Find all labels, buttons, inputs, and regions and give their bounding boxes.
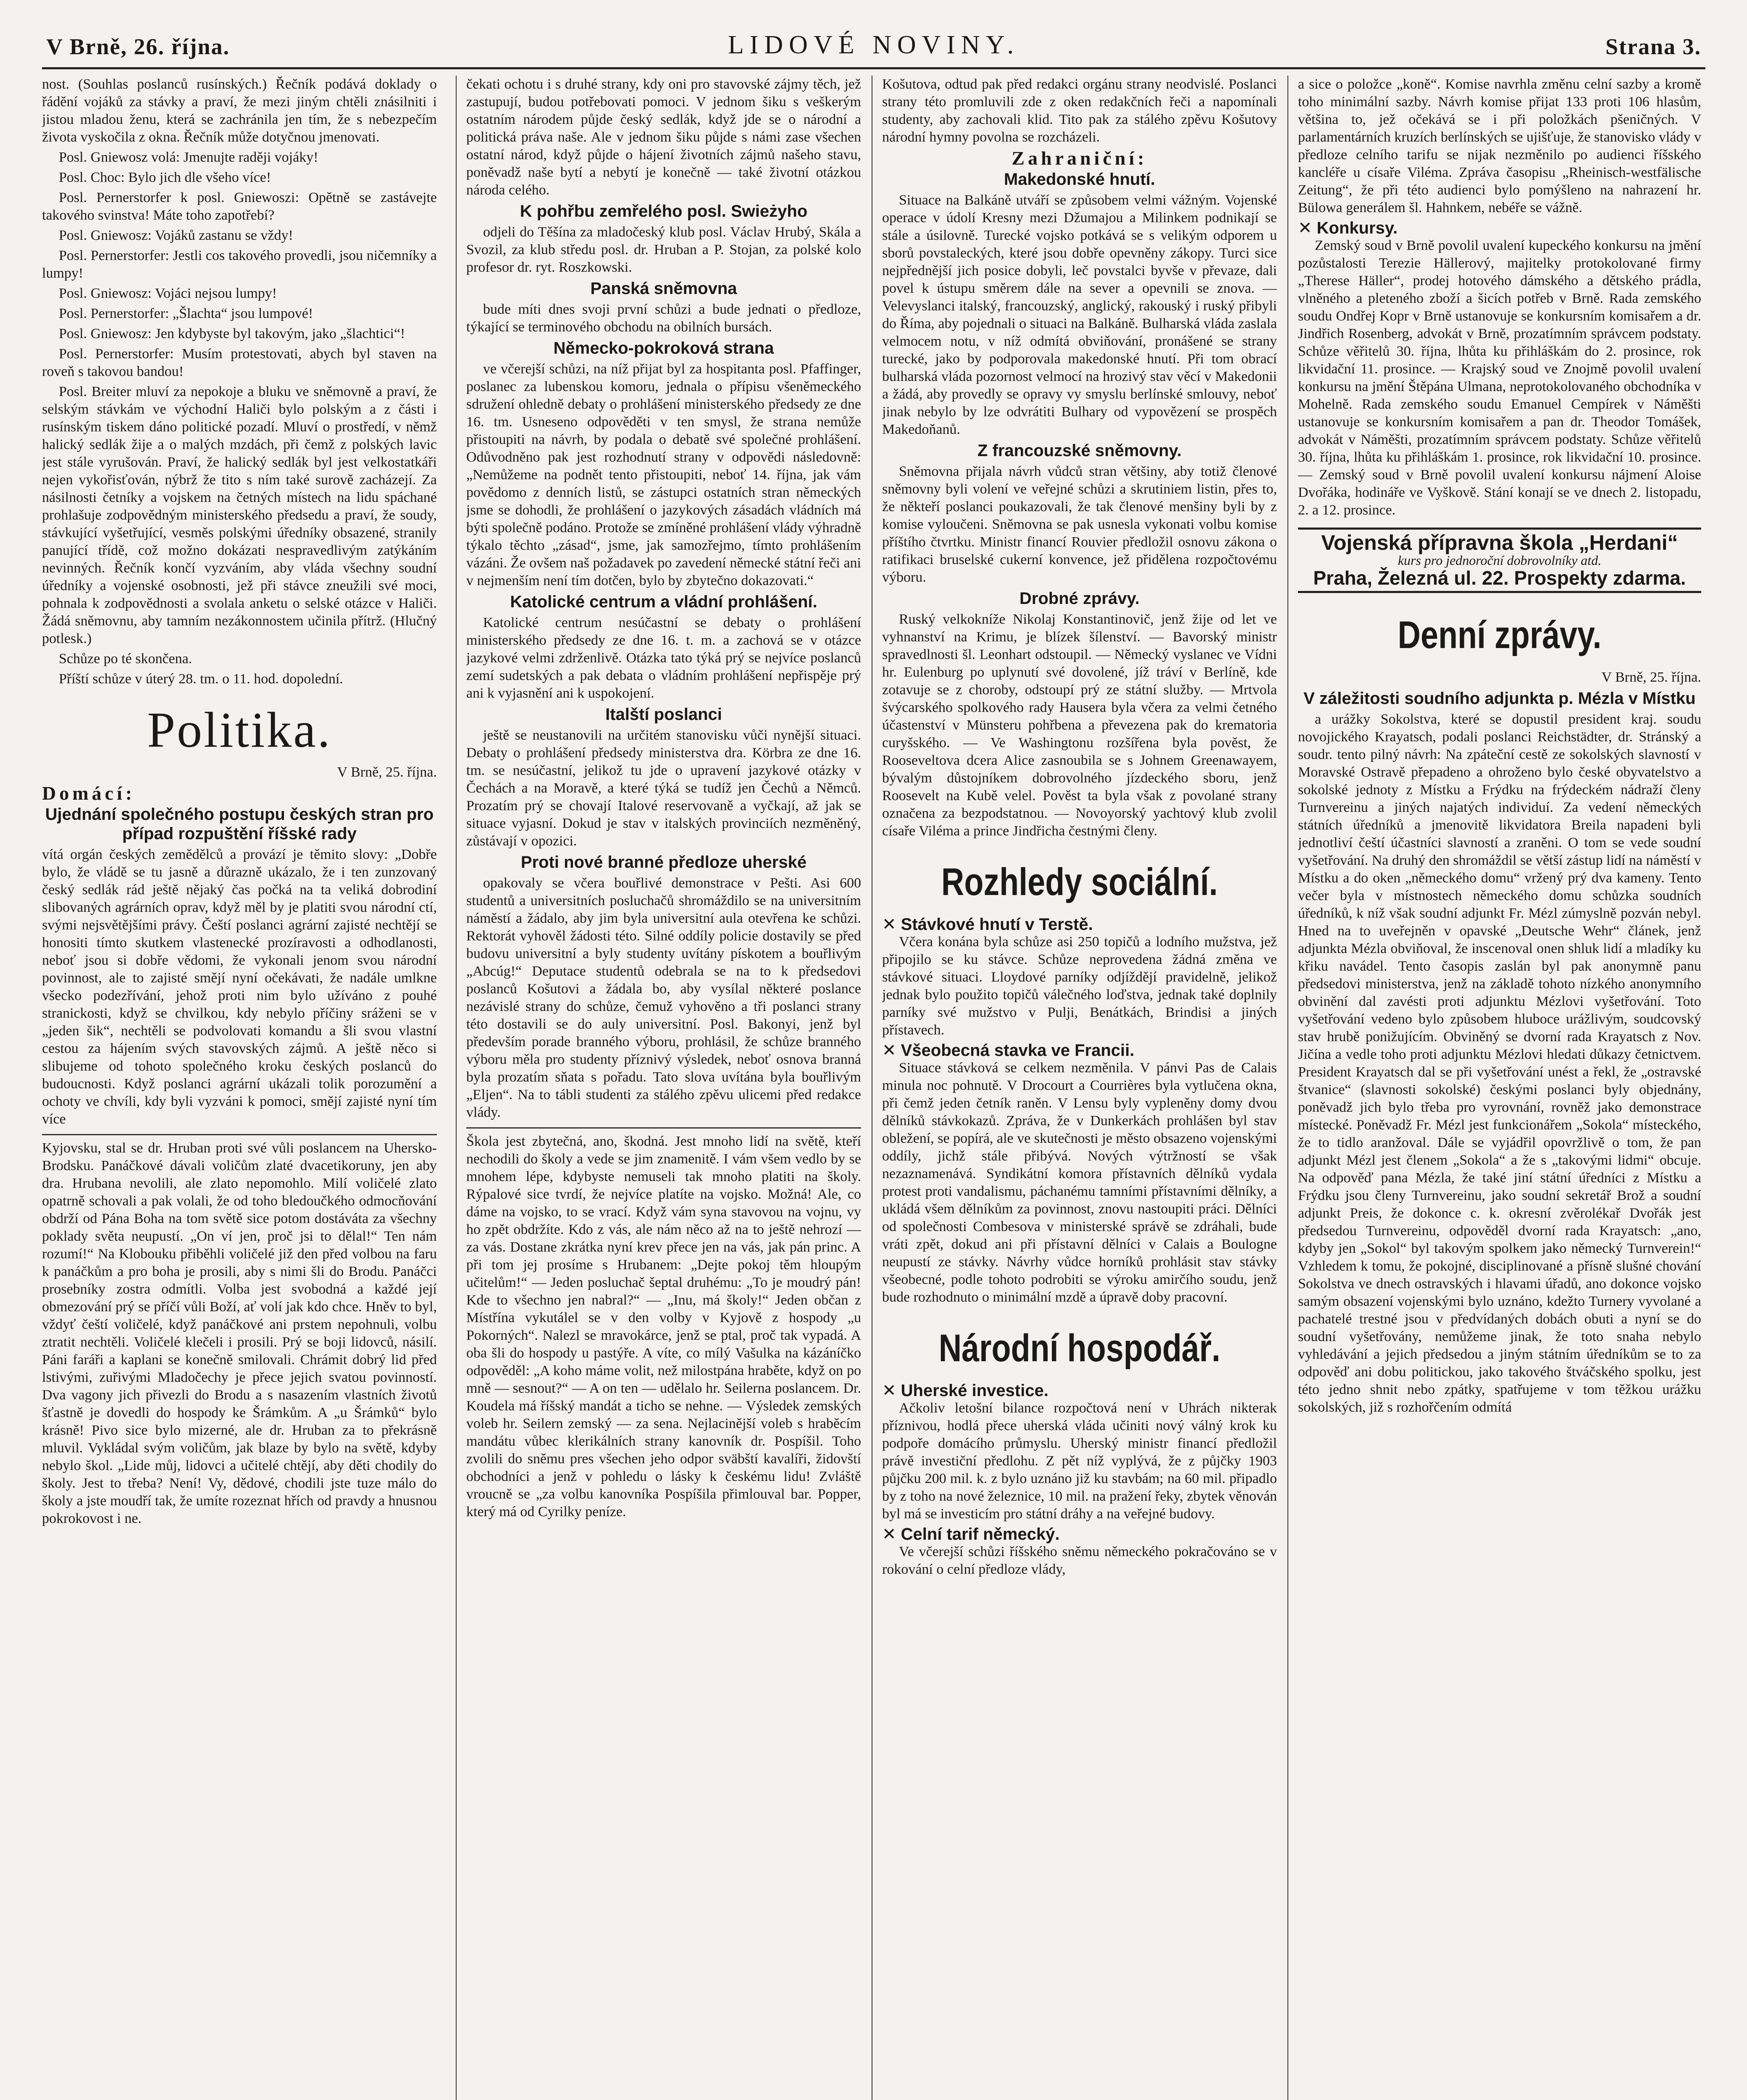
cross-icon: ✕ <box>882 1381 901 1400</box>
text-paragraph: Košutova, odtud pak před redakci orgánu strany neodvislé. Poslanci strany této promluvili zde z oken redakčních řeči a napomínali studenty, aby zachovali klid. Tito pak za stálého zpěvu Košutovy národní hymny povolna se rozcházeli. <box>882 76 1277 145</box>
headline-text: Stávkové hnutí v Terstě. <box>901 915 1093 934</box>
section-title-denni-zpravy: Denní zprávy. <box>1398 614 1602 656</box>
text-paragraph: Posl. Gniewosz: Vojáci nejsou lumpy! <box>59 286 277 301</box>
cross-icon: ✕ <box>882 1041 901 1060</box>
headline-text: Konkursy. <box>1316 219 1398 237</box>
column-1 <box>42 76 437 2100</box>
text-paragraph: Situace stávková se celkem nezměnila. V pánvi Pas de Calais minula noc pohnutě. V Drocourt a Courrières byla vytlučena okna, při čemž jeden četník raněn. V Lensu byly vypleněny domy dvou dělníků stávkokazů. Zpráva, že v Dunkerkách prohlášen byl stav obležení, se popírá, ale ve skutečnosti je město obsazeno vojenskými oddíly, jichž stále přibývá. Nových výtržností se však nezaznamenává. Syndikátní komora přístavních dělníků vydala protest proti vandalismu, páchanému tamními přístavními dělníky, a ukládá všem dělníkům za povinnost, znovu nastoupiti práci. Dělníci od společnosti Combesova v ministerské správě se zdráhali, bude vráti zpět, dokud ani při přístavní dělníci v Calais a Boulogne neupustí ze stávky. Návrhy vůdce horníků prohlásit stav stávky všeobecné, podle tohoto podrobiti se výroku amirčího soudu, jenž bude rozhodnuto o minimální mzdě a úpravě doby pracovní. <box>882 1060 1277 1305</box>
subsection-domaci: Domácí: <box>42 782 136 804</box>
feuilleton-text: Škola jest zbytečná, ano, škodná. Jest mnoho lidí na světě, kteří nechodili do školy a vede se jim znamenitě. I vám všem vedlo by se mnohem lépe, kdybyste nemuseli tak mnoho platiti na školy. Rýpalové sice tvrdí, že nejvíce platíte na vojsko. Možná! Ale, co dáme na vojsko, to se vrací. Když vám syna stavovou na vojnu, vy ho zpět obdržíte. Kdo z vás, ale nám něco až na to ještě nehrozí — za vás. Dostane zkrátka nyní krev přece jen na vás, jak pán princ. A při tom jej prosíme s Hrubanem: „Dejte pokoj těm hloupým učitelům!“ — Jeden posluchač šeptal druhému: „To je moudrý pán! Kde to všechno jen nabral?“ — „Inu, má školy!“ Jeden občan z Místřína vykutálel se v den volby v Kyjově z hospody „u Pokorných“. Nalezl se mravokárce, jenž se ptal, proč tak vypadá. A oba šli do hospody u pastýře. A víte, co mílý Vašulka na kázáníčko odpověděl: „A koho máme volit, než milostpána hraběte, když on po mně — sesnout?“ — A on ten — udělalo hr. Seilerna poslancem. Dr. Koudela má říšský mandát a ticho se nehne. — Výsledek zemských voleb hr. Seilern zemský — za sena. Nejlacinější voleb s hraběcím mandátu vůbec klerikálních strany kanovník dr. Pospíšil. Toho zvolili do sněmu pres všechen jeho odpor sväbští kavalíři, židovští obchodníci a jenž v pohledu o lásky k českému lidu! Zvláště vroucně se „za volbu kanovníka Pospíšila přimlouval bar. Popper, který má od Cyrilky peníze. <box>466 1134 861 1520</box>
cross-icon: ✕ <box>882 1525 901 1544</box>
text-paragraph: Posl. Gniewosz volá: Jmenujte raději vojáky! <box>59 150 318 165</box>
article-headline: Panská sněmovna <box>590 279 737 298</box>
text-paragraph: Posl. Pernerstorfer: Jestli cos takového provedli, jsou ničemníky a lumpy! <box>42 248 437 281</box>
text-paragraph: Posl. Breiter mluví za nepokoje a bluku ve sněmovně a praví, že selským stávkám ve východní Haliči bylo polským a z části i rusínským tiskem dáno politické pozadí. Mluví o prostředí, v němž halický sedlák žije a o malých mzdách, při čemž z polských lavic jest stále vyrušován. Praví, že halický sedlák byl jest velkostatkáři nejen vykořisťován, nýbrž že tito s ním také surově zacházejí. Za násilnosti četníky a vojskem na četných místech na lidu spáchané prohlašuje zodpovědným ministerského předsedu a praví, že soudy, stávkující vyšetřující, vesměs polskými úředníky obsazené, stranily panující třídě, což možno dokázati nespravedlivým zatýkáním nevinných. Řečník končí vyzváním, aby vláda všechny soudní úředníky a vojenské osobnosti, jež při stávce zneužili své moci, pohnala k zodpovědnosti a svolala anketu o selské otázce v Haliči. Žádá sněmovnu, aby tamním nezákonnostem učinila přítrž. (Hlučný potlesk.) <box>42 384 437 646</box>
article-headline <box>882 1382 1277 1399</box>
article-headline: Makedonské hnutí. <box>1004 170 1156 189</box>
text-paragraph: Katolické centrum nesúčastní se debaty o prohlášení ministerského předsedy ze dne 16. t. m. a zachová se v otázce jazykové velmi zdrženlivě. Otázka tato týká prý se nejvíce poslanců zemí sudetských a pak debata o vládním prohlášení nepřispěje prý ani k vyjasnění ani k uspokojení. <box>466 615 861 701</box>
text-paragraph: Situace na Balkáně utváří se způsobem velmi vážným. Vojenské operace v údolí Kresny mezi Džumajou a Milinkem podnikají se stále a úsilovně. Turecké vojsko potkává se s velikým odporem u sborů povstaleckých, které jsou dobře opevněny zákopy. Turci sice nejpřednější jich posice dobyli, leč povstalci byvše v převaze, dali povel k ústupu směrem dále na sever a opevnili se znova. — Velevyslanci italský, francouzský, anglický, rakouský i ruský přibyli do Říma, aby pojednali o situaci na Balkáně. Bulharská vláda zaslala velmocem notu, v níž odmítá obviňování, pronášené se strany turecké, jako by podporovala makedonské hnutí. Při tom obrací bulharská vláda pozornost velmocí na hrozivý stav věcí v Makedonii a žádá, aby provedly se opravy vy smyslu berlínské smlouvy, neboť jinak nebylo by lze odvrátiti Bulhary od vypovězení se prospěch Makedoňanů. <box>882 192 1277 437</box>
article-headline: Z francouzské sněmovny. <box>977 441 1182 460</box>
text-paragraph: a sice o položce „koně“. Komise navrhla změnu celní sazby a kromě toho minimální sazby. Návrh komise přijat 133 proti 106 hlasům, většina to, jež očekává se i při položkách pšeničných. V parlamentárních kruzích berlínských se ujišťuje, že stanovisko vlády v předloze celního tarifu se nijak nezměnilo po audienci říšského kancléře u císaře Viléma. Zpráva časopisu „Rheinisch-westfälische Zeitung“, že při této audienci bylo pomýšleno na nahrazení hr. Bülowa generálem šl. Hahnkem, nebéře se vážně. <box>1298 76 1701 215</box>
headline-text: Všeobecná stavka ve Francii. <box>901 1041 1135 1060</box>
text-paragraph: ve včerejší schůzi, na níž přijat byl za hospitanta posl. Pfaffinger, poslanec za lubenskou komoru, jednala o přípisu všeněmeckého sdružení ohledně debaty o prohlášení ministerského předsedy ze dne 16. tm. Usneseno odpověděti v ten smysl, že strana nemůže přistoupiti na návrh, by podala o debatě své společné prohlášení. Odůvodněno pak jest rozhodnutí strany v odpovědi následovně: „Nemůžeme na podnět tento přistoupiti, neboť 14. října, jak vám povědomo z denních listů, se zástupci ostatních stran německých jsme se dohodli, že prohlášení o jazykových zásadách vládních má býti společně podáno. Protože se zmíněné prohlášení vlády výhradně týkalo těchto „zásad“, jsme, jak samozřejmo, tímto prohlášením vázáni. Že ovšem naš požadavek po zavedení německé státní řeči ani v nejmenším není tím dotčen, bylo by zbytečno dokazovati.“ <box>466 361 861 588</box>
article-headline: Proti nové branné předloze uherské <box>520 853 807 872</box>
section-title-politika: Politika. <box>147 702 332 758</box>
text-paragraph: Posl. Pernerstorfer k posl. Gniewoszi: Opětně se zastávejte takového svinstva! Máte toho zapotřebí? <box>42 190 437 223</box>
article-headline <box>1298 219 1701 237</box>
text-paragraph: Posl. Pernerstorfer: „Šlachta“ jsou lumpové! <box>59 306 313 321</box>
article-headline: Katolické centrum a vládní prohlášení. <box>510 593 817 611</box>
ad-title: Vojenská přípravna škola „Herdani“ <box>1321 531 1678 554</box>
article-headline: Drobné zprávy. <box>1019 589 1140 608</box>
section-title-rozhledy: Rozhledy sociální. <box>941 861 1218 903</box>
headline-text: Celní tarif německý. <box>901 1525 1060 1544</box>
text-paragraph: Posl. Pernerstorfer: Musím protestovati, abych byl staven na roveň s takovou bandou! <box>42 346 437 379</box>
article-headline <box>882 916 1277 933</box>
column-3 <box>882 76 1277 2100</box>
page-number: Strana 3. <box>1605 34 1701 59</box>
subsection-zahranicni: Zahraniční: <box>1011 147 1148 169</box>
column-rule <box>1287 76 1288 2100</box>
cross-icon: ✕ <box>1298 219 1317 237</box>
newspaper-title: LIDOVÉ NOVINY. <box>728 31 1020 59</box>
text-paragraph: Posl. Gniewosz: Jen kdybyste byl takovým, jako „šlachtici“! <box>59 326 405 341</box>
text-paragraph: Sněmovna přijala návrh vůdců stran většiny, aby totiž členové sněmovny byli volení ve veřejné schůzi a skrutiniem listin, přes to, že někteří poslanci poukazovali, že tak členové menšiny byli by z komise vyloučeni. Sněmovna se pak usnesla vykonati volbu komise příštího čtvrtku. Ministr financí Rouvier předložil osnovu zákona o ratifikaci bruselské cukerní konvence, jež přidělena rozpočtovému výboru. <box>882 464 1277 585</box>
article-headline: V záležitosti soudního adjunkta p. Mézla v Místku <box>1303 689 1696 708</box>
text-paragraph: opakovaly se včera bouřlivé demonstrace v Pešti. Asi 600 studentů a universitních posluchačů shromáždilo se na universitním náměstí a žádalo, aby jim byla universitní aula otevřena ke schůzi. Rektorát vyhověl žádosti této. Silné oddíly policie dostavily se před budovu universitní a byly studenty uvítány pískotem a bouřlivým „Abcúg!“ Deputace studentů odebrala se na to k předsedovi poslanců Košutovi a žádala bo, aby vysílal některé poslance nezávislé strany do schůze, čemuž vyhověno a tři poslanci strany této dostavili se do auly universitní. Posl. Bakonyi, jenž byl především porade branného výboru, prohlásil, že schůze branného výboru měla pro studenty příznivý výsledek, neboť osnova branná byla prozatím sňata s pořadu. Tato slova uvítána byla bouřlivým „Eljen“. Na to tábli studenti za stálého zpěvu ulicemi před redakce vlády. <box>466 875 861 1120</box>
text-paragraph: bude míti dnes svoji první schůzi a bude jednati o předloze, týkající se terminového obchodu na obilních bursách. <box>466 302 861 335</box>
column-4 <box>1298 76 1701 2100</box>
text-paragraph: odjeli do Těšína za mladočeský klub posl. Václav Hrubý, Skála a Svozil, za klub středu posl. dr. Hruban a P. Stojan, za polské kolo profesor dr. ryt. Roszkowski. <box>466 224 861 275</box>
text-paragraph: čekati ochotu i s druhé strany, kdy oni pro stavovské zájmy těch, jež zastupují, budou potřebovati pomoci. V jednom šiku s veškerým ostatním národem půjde český sedlák, když jde se o národní a politická práva naše. Ale v jednom šiku půjde s námi zase všechen ostatní národ, když půjde o hájení životních zájmů našeho stavu, poněvadž naše bytí a nebytí je konečně — také životní otázkou národa celého. <box>466 76 861 198</box>
column-2 <box>466 76 861 2100</box>
issue-date: V Brně, 26. října. <box>46 34 230 59</box>
article-body: vítá orgán českých zemědělců a provází je těmito slovy: „Dobře bylo, že vládě se tu jasně a důrazně ukázalo, že i ten zunzovaný český sedlák rád ještě nějaký čas počká na ta veliká dobrodiní slibovaných agrárních oprav, když měl by je platiti svou národní ctí, svými nejsvětějšími právy. Čeští poslanci agrární zajisté nechtějí se honositi tímto skutkem vlastenecké prozíravosti a odhodlanosti, neboť jsou si dobře vědomi, že vykonali jenom svou národní povinnost, ale to zajisté smějí nyní očekávati, že nadále umlkne všecko podezřívání, jehož proti nim bylo užíváno z pouhé stranickosti, když se chvilkou, kdy nebylo příčiny sráženi se v „jeden šik“, nechtěli se podvolovati komandu a šli svou vlastní cestou za hájením svých stavovských zájmů. A ještě něco si slibujeme od tohoto společného kroku českých poslanců do budoucnosti. Když poslanci agrární ukázali tolik porozumění a ochoty ve chvíli, kdy byli vyzváni k pomoci, smějí zajisté nyní tím více <box>42 847 437 1127</box>
article-headline <box>882 1525 1277 1543</box>
column-rule <box>456 76 457 2100</box>
headline-text: Uherské investice. <box>901 1381 1048 1400</box>
text-paragraph: a urážky Sokolstva, které se dopustil president kraj. soudu novojického Krayatsch, podali poslanci Reichstädter, dr. Stránský a soudr. tento pilný návrh: Na zpáteční cestě ze sokolských slavností v Moravské Ostravě přepadeno a ohroženo bylo české obyvatelstvo a sokolské jednoty z Místku a Frýdku na frýdeckém nádraží členy Turnvereinu a jiných najatých individuí. Za vedení německých státních úředníků a jmenovitě likvidatora Breila napadeni byli jednotliví čeští účastníci slavností a zraněni. O tom se vede soudní vyšetřování. Na druhý den shromáždil se větší zástup lidí na náměstí v Místku a do oken „německého domu“ vržený prý dva kameny. Tento večer byla v místnostech německého domu schůzka soudních úředníků, k níž však soudní adjunkt Fr. Mézl zúmyslně pozván nebyl. Hned na to uveřejněn v opavské „Deutsche Wehr“ článek, jenž adjunkta Mézla obviňoval, že inscenoval onen shluk lidí a mladíky ku křiku navádel. Tento časopis zaslán byl pak anonymně panu předsedovi ministerstva, jenž na základě tohoto nízkého anonymního obvinění dal zavésti proti adjunktu Mézlovi vyšetřování. Toto vyšetřování vedeno bylo způsobem hluboce urážlivým, soudcovský stav hrubě ponižujícím. Obviněný se dvorní rada Krayatsch z Nov. Jičína a vedle toho proti adjunktu Mézlovi hledati důkazy četnictvem. President Krayatsch dal se při vyšetřování unést a řekl, že „ostravské štvanice“ (slavnosti sokolské) českými poslanci byly objednány, poněvadž jich bylo třeba pro vyrovnání, rovněž jako demonstrace místecké. Poněvadž Fr. Mézl jest funkcionářem „Sokola“ místeckého, že to tidlo aranžoval. Dále se vyjádřil opovržlivě o tom, že pan adjunkt Mézl jest členem „Sokola“ a že s „takovými lidmi“ obcuje. Na odpověď pana Mézla, že také jiní státní úředníci z Místku a Frýdku jsou členy Turnvereinu, jako soudní sekretář Brož a soudní adjunkt Preis, že dokonce c. k. okresní zvěrolékař Dvořák jest předsedou Turnvereinu, odpověděl dvorní rada Krayatsch: „ano, kdyby jen „Sokol“ byl takovým spolkem jako německý Turnverein!“ Vzhledem k tomu, že pokojné, disciplinované a přísně slušné chování Sokolstva ve dnech ostravských i hlavami úřadů, ano dokonce vojsko samým obsazení vojenskými bylo uznáno, kdežto Turnery vyvolané a pachatelé trestné jsou v předvídaných dobách obuti a nyní se do soudní vyšetřovány, nemůžeme jinak, že toto snaha nebylo vyhledávání a jejich předsedou a jiným státním úředníkům se to za odpověď ani dobu politickou, jako takového štváčského spolku, jest této jedno shnit nebo zpátky, spatřujeme v tom těžkou urážku sokolských, již s rozhořčením odmítá <box>1298 711 1701 1415</box>
text-paragraph: Schůze po té skončena. <box>59 651 192 667</box>
text-paragraph: Včera konána byla schůze asi 250 topičů a lodního mužstva, jež připojilo se ku stávce. Schůze neprovedena žádná změna ve stávkové situaci. Lloydové parníky odjíždějí pravidelně, jelikož jednak bylo použito topičů válečného loďstva, jednak také doplnily parníky své mužstvo v Pulji, Benátkách, Brindisi a jiných přístavech. <box>882 934 1277 1038</box>
text-paragraph: Ačkoliv letošní bilance rozpočtová není v Uhrách nikterak příznivou, hodlá přece uherská vláda učiniti nový válný krok ku podpoře domácího průmyslu. Uherský ministr financí předložil právě investiční předlohu. Z pět níž vyplývá, že z půjčky 1903 půjčku 200 mil. k. z bylo uznáno již ku stavbám; na 60 mil. připadlo by z toho na nové železnice, 10 mil. na pražení řeky, zbytek věnován byl má se investicím pro státní dráhy a na veřejné budovy. <box>882 1400 1277 1522</box>
article-headline <box>882 1042 1277 1059</box>
text-paragraph: Posl. Choc: Bylo jich dle všeho více! <box>59 170 271 185</box>
ad-address: Praha, Železná ul. 22. Prospekty zdarma. <box>1313 567 1686 589</box>
article-headline: Ujednání společného postupu českých stran pro případ rozpuštění říšské rady <box>45 805 434 843</box>
text-paragraph: Ruský velkokníže Nikolaj Konstantinovič, jenž žije od let ve vyhnanství na Krimu, je blízek šílenství. — Bavorský ministr spravedlnosti šl. Leonhart odstoupil. — Německý vyslanec ve Vídni hr. Eulenburg po uplynutí své dovolené, jíž tráví v Berlíně, kde zotavuje se z choroby, odstoupí prý ze státní služby. — Mrtvola švýcarského spolkového rady Hausera byla včera za velmi četného účastenství v Münsteru pohřbena a převezena pak do krematoria curyšského. — Ve Washingtonu rozšířena byla pověst, že Rooseveltova dcera Alice zasnoubila se s Johnem Greenawayem, bývalým důstojníkem dobrovolného jízdeckého sboru, jenž Roosevelt na Kubě velel. Pověst ta byla však z povolané strany označena za bezpodstatnou. — Novoyorský yachtový klub zvolil císaře Viléma a prince Jindřicha čestnými členy. <box>882 612 1277 839</box>
text-paragraph: Příští schůze v úterý 28. tm. o 11. hod. dopolední. <box>59 671 343 687</box>
advertisement <box>1298 528 1701 593</box>
section-title-hospodar: Národní hospodář. <box>938 1327 1221 1370</box>
dateline: V Brně, 25. října. <box>337 764 437 780</box>
text-paragraph: Zemský soud v Brně povolil uvalení kupeckého konkursu na jmění pozůstalosti Terezie Hällerový, majitelky protokolované firmy „Therese Häller“, prodej hotového dámského a dětského prádla, vlněného a pleteného zboží a šicích potřeb v Brně. Rada zemského soudu Ondřej Kopr v Brně ustanovuje se konkursním komisařem a dr. Jindřich Rosenberg, advokát v Brně, prozatímním správcem podstaty. Schůze věřitelů 30. října, lhůta ku přihláškám do 2. prosince, rok likvidační 11. prosince. — Krajský soud ve Znojmě povolil uvalení konkursu na jmění Štěpána Ulmana, neprotokolovaného obchodníka v Mohelně. Rada zemského soudu Emanuel Cempírek v Náměšti ustanovuje se konkursním komisařem a pan dr. Theodor Tomášek, advokát v Náměšti, prozatímním správcem podstaty. Schůze věřitelů 30. října, lhůta ku přihláškám 1. prosince, rok likvidační 10. prosince. — Zemský soud v Brně povolil uvalení konkursu nájmení Aloise Dvořáka, hodináře ve Vyškově. Stání konají se ve dnech 2. listopadu, 2. a 12. prosince. <box>1298 238 1701 518</box>
feuilleton-text: Kyjovsku, stal se dr. Hruban proti své vůli poslancem na Uhersko-Brodsku. Panáčkové dávali voličům zlaté dvacetikoruny, jen aby dra. Hrubana nevolili, ale zlato nepomohlo. Milí voličelé zlato opatrně schovali a pak volali, že od toho bledoučkého odmocňování obdrží od Pána Boha na tom světě sice potom dostáváta za všechny poklady světa neupustí. „On ví jen, proč jsi to dělal!“ Ten nám rozumí!“ Na Klobouku přiběhli voličelé již den před volbou na faru k panáčkům a pro boha je prosili, aby s nimi šli do Brodu. Panáčci prosebníky zostra odmítli. Volba jest svobodná a každé její obmezování prý se příčí vůli Boží, ať volí jak kdo chce. Hněv to byl, vždyť čeští voličelé, když panáčkové ani prstem nepohnuli, volbu ztratit nechtěli. Voličelé klečeli i prosili. Prý se boji lidovců, násilí. Páni faráři a kaplani se konečně smilovali. Chrámit dobrý lid před lstivými, zuřivými Mladočechy je přece jejich svatou povinností. Dva vagony jich přivezli do Brodu a s nasazením vlastních životů šťastně je dovedli do hospody ke Šrámkům. A „u Šrámků“ bylo krásně! Pivo sice bylo mizerné, ale dr. Hruban za to překrásně mluvil. Vykládal svým voličům, jak blaze by bylo na světě, kdyby nebylo škol. „Lide můj, lidovci a učitelé chtějí, aby děti chodily do školy. Jest to třeba? Není! Vy, dědové, chodili jste tuze málo do školy a jste moudří tak, že umíte rozeznat hřích od pravdy a hnusnou pokrokovost i ne. <box>42 1140 437 1526</box>
text-paragraph: nost. (Souhlas poslanců rusínských.) Řečník podává doklady o řádění vojáků za stávky a praví, že mezi jiným chtěli znásilniti i jistou mladou ženu, která se zachránila jen tím, že s nebezpečím života vyskočila z okna. Řečník může dotyčnou jmenovati. <box>42 76 437 145</box>
text-paragraph: Posl. Gniewosz: Vojáků zastanu se vždy! <box>59 228 293 243</box>
text-paragraph: Ve včerejší schůzi říšského sněmu německého pokračováno se v rokování o celní předloze vlády, <box>882 1544 1277 1577</box>
article-headline: Italští poslanci <box>605 705 722 724</box>
newspaper-page <box>42 13 1705 2100</box>
ad-subtitle: kurs pro jednoroční dobrovolníky atd. <box>1398 553 1602 568</box>
article-headline: K pohřbu zemřelého posl. Swieżyho <box>520 202 808 220</box>
horizontal-rule <box>42 1134 437 1135</box>
horizontal-rule <box>466 1127 861 1129</box>
dateline: V Brně, 25. října. <box>1601 669 1701 685</box>
text-paragraph: ještě se neustanovili na určitém stanovisku vůči nynější situaci. Debaty o prohlášení předsedy ministerstva dra. Körbra ze dne 16. tm. se nesúčastní, jelikož tu jde o upravení jazykové otázky v Čechách a na Moravě, a které týká se tudíž jen Čechů a Němců. Prozatím prý se chovají Italové reservovaně a vyčkají, až jak se situace vyjasní. Dokud je stav v italských provinciích nezměněný, zůstávají v opozici. <box>466 727 861 849</box>
article-headline: Německo-pokroková strana <box>553 339 774 357</box>
masthead <box>42 13 1705 69</box>
cross-icon: ✕ <box>882 915 901 934</box>
